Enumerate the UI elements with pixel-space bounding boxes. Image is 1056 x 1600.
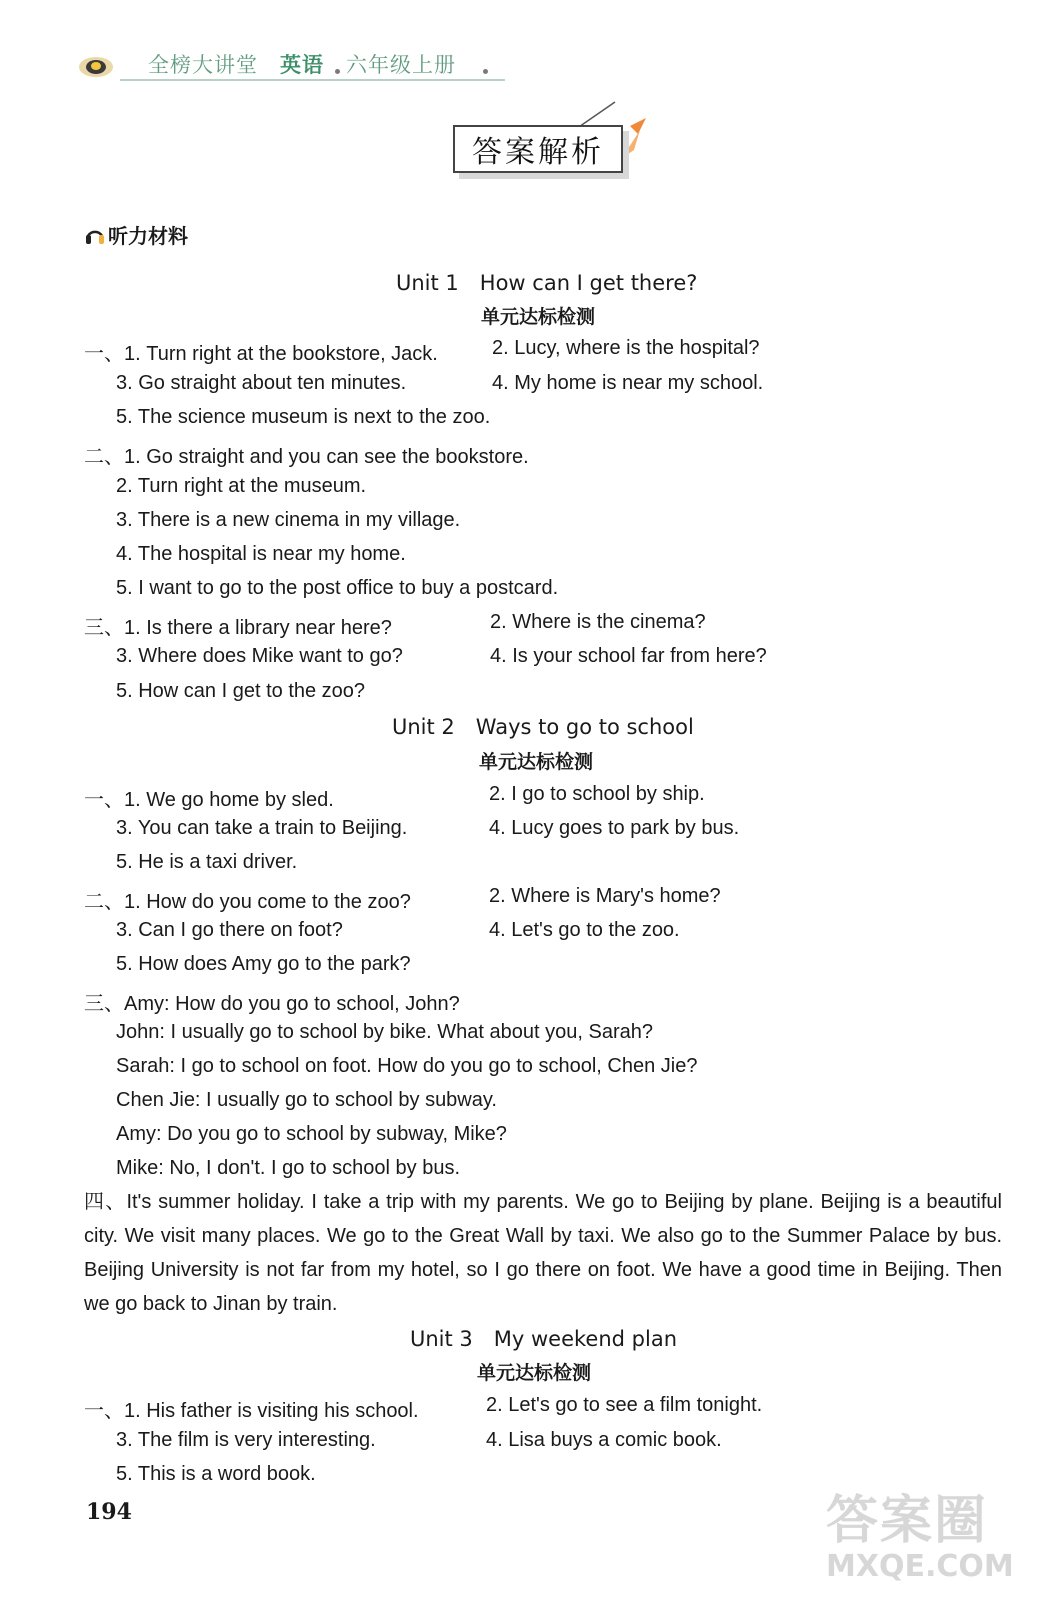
- unit1-p1-line: 4. My home is near my school.: [492, 372, 764, 394]
- headphones-icon: [84, 220, 106, 248]
- unit2-p2-line: 3. Can I go there on foot?: [116, 919, 343, 941]
- unit1-p2-line: 5. I want to go to the post office to buy a postcard.: [116, 577, 559, 599]
- unit1-p3-line: 4. Is your school far from here?: [490, 645, 767, 667]
- unit2-p3-line: Amy: Do you go to school by subway, Mike?: [116, 1123, 507, 1145]
- header-dot: [335, 69, 340, 74]
- unit1-title: Unit 1 How can I get there?: [396, 271, 698, 295]
- unit1-p1-line: 5. The science museum is next to the zoo.: [116, 406, 491, 428]
- unit1-p3-line: 5. How can I get to the zoo?: [116, 680, 366, 702]
- unit2-p1-line: 2. I go to school by ship.: [489, 783, 705, 805]
- watermark-bottom: MXQE.COM: [826, 1549, 1014, 1584]
- unit1-p1-line: 3. Go straight about ten minutes.: [116, 372, 407, 394]
- unit2-p4-paragraph: 四、It's summer holiday. I take a trip with my parents. We go to Beijing by plane. Beijing is a beautiful city. We visit many places. We go to the Great Wall by taxi. We also go to the Summer Palace by bus. Beijing University is not far from my hotel, so I go there on foot. We have a good time in Beijing. Then we go back to Jinan by train.: [84, 1191, 1002, 1315]
- header-grade: 六年级上册: [346, 53, 456, 77]
- unit2-p2-line: 4. Let's go to the zoo.: [489, 919, 680, 941]
- unit2-p3-line: Mike: No, I don't. I go to school by bus.: [116, 1157, 460, 1179]
- unit3-p1-line: 3. The film is very interesting.: [116, 1429, 376, 1451]
- unit1-p3-line: 2. Where is the cinema?: [490, 611, 706, 633]
- unit1-p1-line: 2. Lucy, where is the hospital?: [492, 337, 760, 359]
- unit2-p3-line: 三、Amy: How do you go to school, John?: [84, 993, 460, 1015]
- unit2-p2-line: 二、1. How do you come to the zoo?: [84, 891, 411, 913]
- page-number: 194: [86, 1499, 132, 1525]
- unit1-subtitle: 单元达标检测: [481, 306, 596, 328]
- unit3-p1-line: 一、1. His father is visiting his school.: [84, 1400, 419, 1422]
- unit1-p2-line: 4. The hospital is near my home.: [116, 543, 406, 565]
- unit1-p2-line: 2. Turn right at the museum.: [116, 475, 367, 497]
- unit2-p1-line: 4. Lucy goes to park by bus.: [489, 817, 740, 839]
- unit2-p1-line: 3. You can take a train to Beijing.: [116, 817, 408, 839]
- unit2-p1-line: 5. He is a taxi driver.: [116, 851, 298, 873]
- unit2-p1-line: 一、1. We go home by sled.: [84, 789, 334, 811]
- unit2-p3-line: Chen Jie: I usually go to school by subway.: [116, 1089, 497, 1111]
- unit1-p3-line: 三、1. Is there a library near here?: [84, 617, 392, 639]
- unit2-p2-line: 5. How does Amy go to the park?: [116, 953, 411, 975]
- unit3-p1-line: 4. Lisa buys a comic book.: [486, 1429, 722, 1451]
- unit1-p1-line: 一、1. Turn right at the bookstore, Jack.: [84, 343, 438, 365]
- unit2-p3-line: Sarah: I go to school on foot. How do you go to school, Chen Jie?: [116, 1055, 698, 1077]
- unit3-title: Unit 3 My weekend plan: [410, 1327, 678, 1351]
- unit2-title: Unit 2 Ways to go to school: [392, 715, 694, 739]
- watermark-logo: [826, 1478, 1026, 1588]
- unit2-p3-line: John: I usually go to school by bike. What about you, Sarah?: [116, 1021, 653, 1043]
- unit1-p2-line: 二、1. Go straight and you can see the bookstore.: [84, 446, 529, 468]
- unit2-p2-line: 2. Where is Mary's home?: [489, 885, 721, 907]
- watermark-top: 答案圈: [826, 1491, 989, 1551]
- unit1-p3-line: 3. Where does Mike want to go?: [116, 645, 403, 667]
- unit1-p2-line: 3. There is a new cinema in my village.: [116, 509, 461, 531]
- header-series: 全榜大讲堂: [148, 53, 258, 77]
- unit3-p1-line: 5. This is a word book.: [116, 1463, 316, 1485]
- unit3-subtitle: 单元达标检测: [477, 1362, 592, 1384]
- section-label: 听力材料: [108, 224, 188, 248]
- header-rule: [120, 79, 505, 81]
- book-series-logo-icon: [78, 54, 114, 78]
- header-subject: 英语: [280, 53, 324, 77]
- unit3-p1-line: 2. Let's go to see a film tonight.: [486, 1394, 763, 1416]
- unit2-subtitle: 单元达标检测: [479, 751, 594, 773]
- page-title: 答案解析: [453, 125, 623, 173]
- header-dot: [483, 69, 488, 74]
